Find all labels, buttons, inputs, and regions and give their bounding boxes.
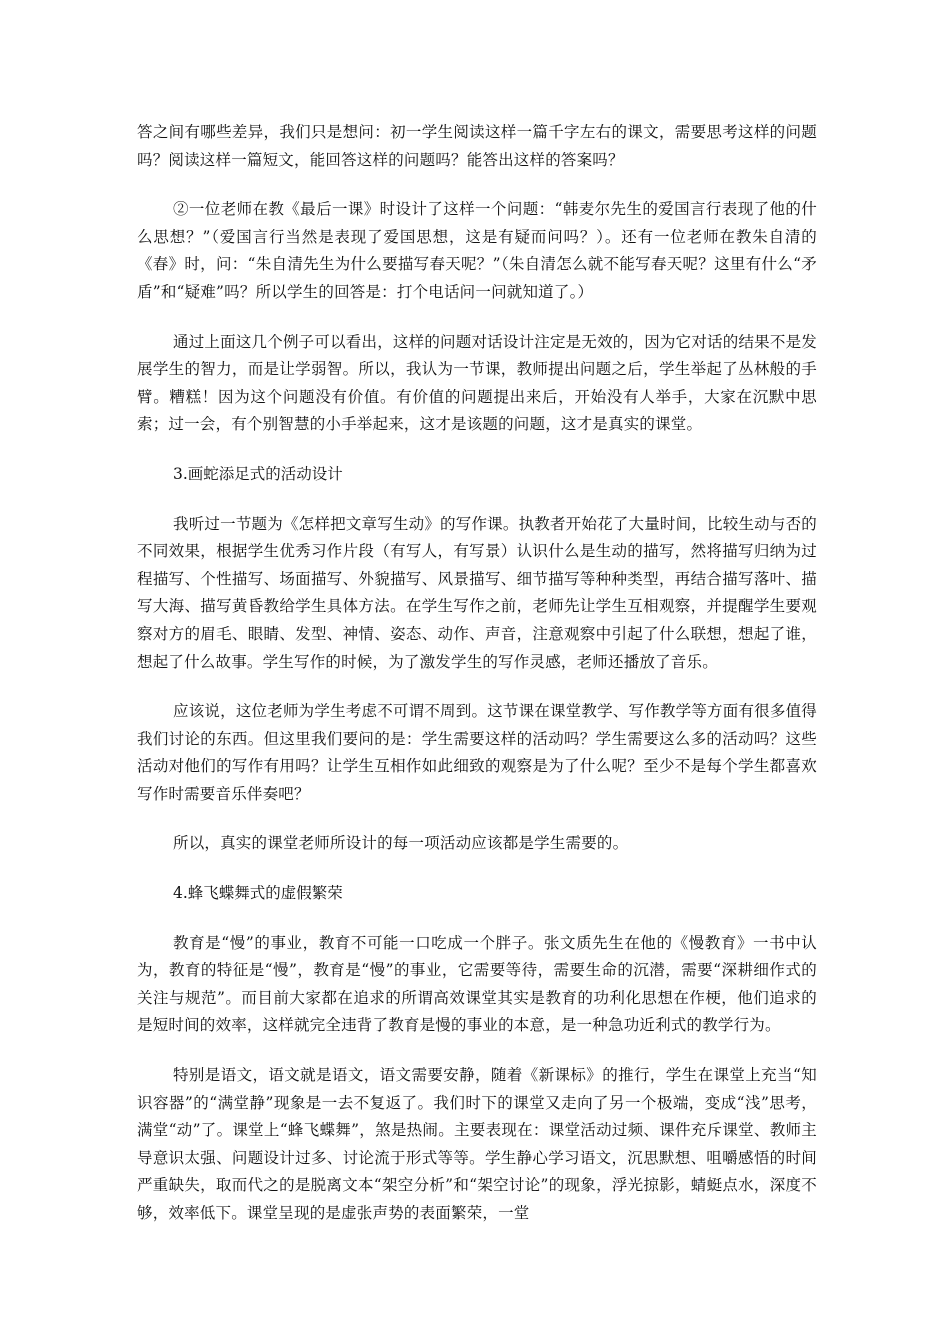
paragraph-gap	[137, 676, 817, 698]
paragraph-example-2: ②一位老师在教《最后一课》时设计了这样一个问题：“韩麦尔先生的爱国言行表现了他的什么思想？”（爱国言行当然是表现了爱国思想，这是有疑而问吗？）。还有一位老师在教朱自清的《春》时，问：“朱自清先生为什么要描写春天呢？”（朱自清怎么就不能写春天呢？这里有什么“矛盾”和“疑难”吗？所以学生的回答是：打个电话问一问就知道了。）	[137, 200, 817, 301]
paragraph-writing-class: 我听过一节题为《怎样把文章写生动》的写作课。执教者开始花了大量时间，比较生动与否的不同效果，根据学生优秀习作片段（有写人，有写景）认识什么是生动的描写，然将描写归纳为过程描写、个性描写、场面描写、外貌描写、风景描写、细节描写等种种类型，再结合描写落叶、描写大海、描写黄昏教给学生具体方法。在学生写作之前，老师先让学生互相观察，并提醒学生要观察对方的眉毛、眼睛、发型、神情、姿态、动作、声音，注意观察中引起了什么联想，想起了谁，想起了什么故事。学生写作的时候，为了激发学生的写作灵感，老师还播放了音乐。	[137, 514, 817, 671]
paragraph-gap	[137, 808, 817, 830]
paragraph-chinese-class: 特别是语文，语文就是语文，语文需要安静，随着《新课标》的推行，学生在课堂上充当“知识容器”的“满堂静”现象是一去不复返了。我们时下的课堂又走向了另一个极端，变成“浅”思考，满堂“动”了。课堂上“蜂飞蝶舞”，煞是热闹。主要表现在：课堂活动过频、课件充斥课堂、教师主导意识太强、问题设计过多、讨论流于形式等等。学生静心学习语文，沉思默想、咀嚼感悟的时间严重缺失，取而代之的是脱离文本“架空分析”和“架空讨论”的现象，浮光掠影，蜻蜓点水，深度不够，效率低下。课堂呈现的是虚张声势的表面繁荣，一堂	[137, 1066, 817, 1222]
paragraph-conclusion: 所以，真实的课堂老师所设计的每一项活动应该都是学生需要的。	[173, 834, 629, 853]
paragraph-slow-education: 教育是“慢”的事业，教育不可能一口吃成一个胖子。张文质先生在他的《慢教育》一书中认为，教育的特征是“慢”，教育是“慢”的事业，它需要等待，需要生命的沉潜，需要“深耕细作式的关注与规范”。而目前大家都在追求的所谓高效课堂其实是教育的功利化思想在作梗，他们追求的是短时间的效率，这样就完全违背了教育是慢的事业的本意，是一种急功近利式的教学行为。	[137, 933, 817, 1035]
paragraph-gap	[137, 489, 817, 511]
document-page	[137, 119, 817, 1228]
section-heading-3: 3.画蛇添足式的活动设计	[173, 464, 343, 483]
paragraph-evaluation: 应该说，这位老师为学生考虑不可谓不周到。这节课在课堂教学、写作教学等方面有很多值得我们讨论的东西。但这里我们要问的是：学生需要这样的活动吗？学生需要这么多的活动吗？这些活动对他们的写作有用吗？让学生互相作如此细致的观察是为了什么呢？至少不是每个学生都喜欢写作时需要音乐伴奏吧？	[137, 702, 817, 803]
paragraph-gap	[137, 908, 817, 930]
paragraph-summary: 通过上面这几个例子可以看出，这样的问题对话设计注定是无效的，因为它对话的结果不是发展学生的智力，而是让学弱智。所以，我认为一节课，教师提出问题之后，学生举起了丛林般的手臂。糟糕！因为这个问题没有价值。有价值的问题提出来后，开始没有人举手，大家在沉默中思索；过一会，有个别智慧的小手举起来，这才是该题的问题，这才是真实的课堂。	[137, 332, 817, 434]
paragraph-gap	[137, 858, 817, 880]
paragraph-gap	[137, 1040, 817, 1062]
paragraph-gap	[137, 307, 817, 329]
paragraph-gap	[137, 174, 817, 196]
paragraph-gap	[137, 439, 817, 461]
paragraph-continuation: 答之间有哪些差异，我们只是想问：初一学生阅读这样一篇千字左右的课文，需要思考这样的问题吗？阅读这样一篇短文，能回答这样的问题吗？能答出这样的答案吗？	[137, 123, 817, 169]
section-heading-4: 4.蜂飞蝶舞式的虚假繁荣	[173, 884, 343, 903]
